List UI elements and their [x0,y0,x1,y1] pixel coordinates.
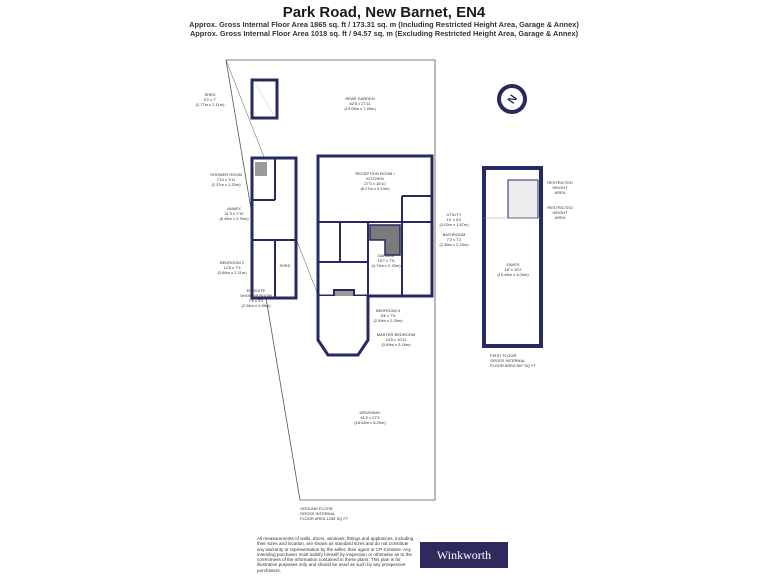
svg-text:(18.63m x 8.29m): (18.63m x 8.29m) [354,420,386,425]
svg-text:SHED: SHED [204,92,216,97]
disclaimer-text: All measurements of walls, doors, windows, fittings and appliances, including their sizes and location, are shown as standard sizes and do not constitute any warranty or representation by the seller, their agent or CP Creative. Any intending purchaser must satisfy himself by inspection or otherwise as to the correctness of the information contained in these plans. This plan is for illustrative purposes only and should be used as such by any prospective purchasers. [257,536,414,573]
svg-text:9'2 x 7': 9'2 x 7' [203,97,217,102]
svg-text:SHOWER ROOM: SHOWER ROOM [240,293,272,298]
svg-text:7'2 x 7'2: 7'2 x 7'2 [446,237,462,242]
svg-text:HEIGHT: HEIGHT [552,210,568,215]
svg-text:BEDROOM 2: BEDROOM 2 [219,260,245,265]
svg-text:MASTER BEDROOM: MASTER BEDROOM [376,332,416,337]
svg-text:RESTRICTED: RESTRICTED [547,205,573,210]
svg-text:EN SUITE: EN SUITE [246,288,266,293]
svg-text:(3.02m x 1.87m): (3.02m x 1.87m) [439,222,469,227]
area-excluding-text: Approx. Gross Internal Floor Area 1018 sq. ft / 94.57 sq. m (Excluding Restricted Height Area, Garage & Annex) [189,29,579,38]
svg-text:(2.26m x 0.96m): (2.26m x 0.96m) [241,303,271,308]
svg-text:DRIVEWAY: DRIVEWAY [359,410,381,415]
label-rear-garden [344,96,376,111]
svg-text:8'6 x 7'6: 8'6 x 7'6 [380,313,396,318]
svg-text:HEIGHT: HEIGHT [552,185,568,190]
label-utility [439,212,469,227]
svg-text:12'8 x 7'3: 12'8 x 7'3 [223,265,241,270]
plan-title: Park Road, New Barnet, EN4 [282,4,486,21]
label-driveway [354,410,386,425]
svg-text:AREA: AREA [554,190,566,195]
svg-text:7'5 x 3'2: 7'5 x 3'2 [248,298,264,303]
label-shed-small [279,263,290,268]
svg-text:(8.27m x 5.13m): (8.27m x 5.13m) [360,186,390,191]
label-annex [219,206,249,221]
label-shed [196,92,225,107]
svg-text:FIRST FLOOR: FIRST FLOOR [490,353,517,358]
svg-text:13'5 x 10'11: 13'5 x 10'11 [385,337,407,342]
svg-text:UTILITY: UTILITY [446,212,462,217]
svg-text:SHOWER ROOM: SHOWER ROOM [210,172,242,177]
svg-text:27'3 x 16'10: 27'3 x 16'10 [364,181,386,186]
svg-text:(2.77m x 2.11m): (2.77m x 2.11m) [195,102,225,107]
label-bedroom-2 [217,260,247,275]
svg-text:SHED: SHED [279,263,291,268]
compass-icon [499,86,525,112]
first-floor-caption [490,353,537,368]
area-including-text: Approx. Gross Internal Floor Area 1865 sq. ft / 173.31 sq. m (Including Restricted Height Area, Garage & Annex) [189,20,579,29]
svg-text:GROSS INTERNAL: GROSS INTERNAL [300,511,336,516]
svg-text:BATHROOM: BATHROOM [442,232,466,237]
annex-block [252,158,296,298]
svg-text:(6.45m x 2.39m): (6.45m x 2.39m) [219,216,249,221]
svg-text:FLOOR AREA 1258 SQ FT: FLOOR AREA 1258 SQ FT [300,516,349,521]
svg-text:21'3 x 7'10: 21'3 x 7'10 [224,211,244,216]
svg-text:REAR GARDEN: REAR GARDEN [345,96,375,101]
svg-text:(2.37m x 1.20m): (2.37m x 1.20m) [211,182,241,187]
svg-text:EAVES: EAVES [506,262,520,267]
label-bedroom-3 [373,308,403,323]
svg-text:(4.74m x 2.33m): (4.74m x 2.33m) [371,263,401,268]
svg-text:10' x 6'2: 10' x 6'2 [446,217,462,222]
svg-text:(2.38m x 2.16m): (2.38m x 2.16m) [439,242,469,247]
first-floor-plan [484,168,541,346]
label-shower-room [210,172,242,187]
svg-text:62'8 x 27'11: 62'8 x 27'11 [349,101,371,106]
svg-text:ANNEX: ANNEX [227,206,241,211]
label-bathroom [439,232,469,247]
svg-text:(3.89m x 3.18m): (3.89m x 3.18m) [381,342,411,347]
svg-text:RECEPTION ROOM /: RECEPTION ROOM / [355,171,395,176]
svg-text:(3.86m x 2.21m): (3.86m x 2.21m) [217,270,247,275]
label-restricted-height-2 [547,205,573,220]
shed-outbuilding [252,80,277,118]
svg-text:FLOOR AREA 597 SQ FT: FLOOR AREA 597 SQ FT [490,363,537,368]
svg-text:BEDROOM 3: BEDROOM 3 [375,308,401,313]
svg-text:KITCHEN: KITCHEN [366,176,384,181]
brand-logo: Winkworth [420,542,508,568]
svg-text:15'7 x 7'8: 15'7 x 7'8 [377,258,395,263]
svg-text:18' x 10'2: 18' x 10'2 [504,267,522,272]
svg-text:(19.09m x 7.49m): (19.09m x 7.49m) [344,106,376,111]
svg-text:RESTRICTED: RESTRICTED [547,180,573,185]
svg-text:(2.59m x 2.29m): (2.59m x 2.29m) [373,318,403,323]
svg-text:AREA: AREA [554,215,566,220]
svg-text:GROSS INTERNAL: GROSS INTERNAL [490,358,526,363]
svg-text:N: N [505,92,521,107]
svg-text:(19.48m x 4.00m): (19.48m x 4.00m) [497,272,529,277]
svg-text:GROUND FLOOR: GROUND FLOOR [300,506,333,511]
svg-text:GARAGE: GARAGE [377,253,395,258]
svg-text:7'10 x 3'11: 7'10 x 3'11 [216,177,236,182]
svg-text:61'2 x 27'3: 61'2 x 27'3 [360,415,380,420]
label-master-bedroom [377,332,415,347]
label-restricted-height-1 [547,180,573,195]
ground-floor-caption [300,506,349,521]
